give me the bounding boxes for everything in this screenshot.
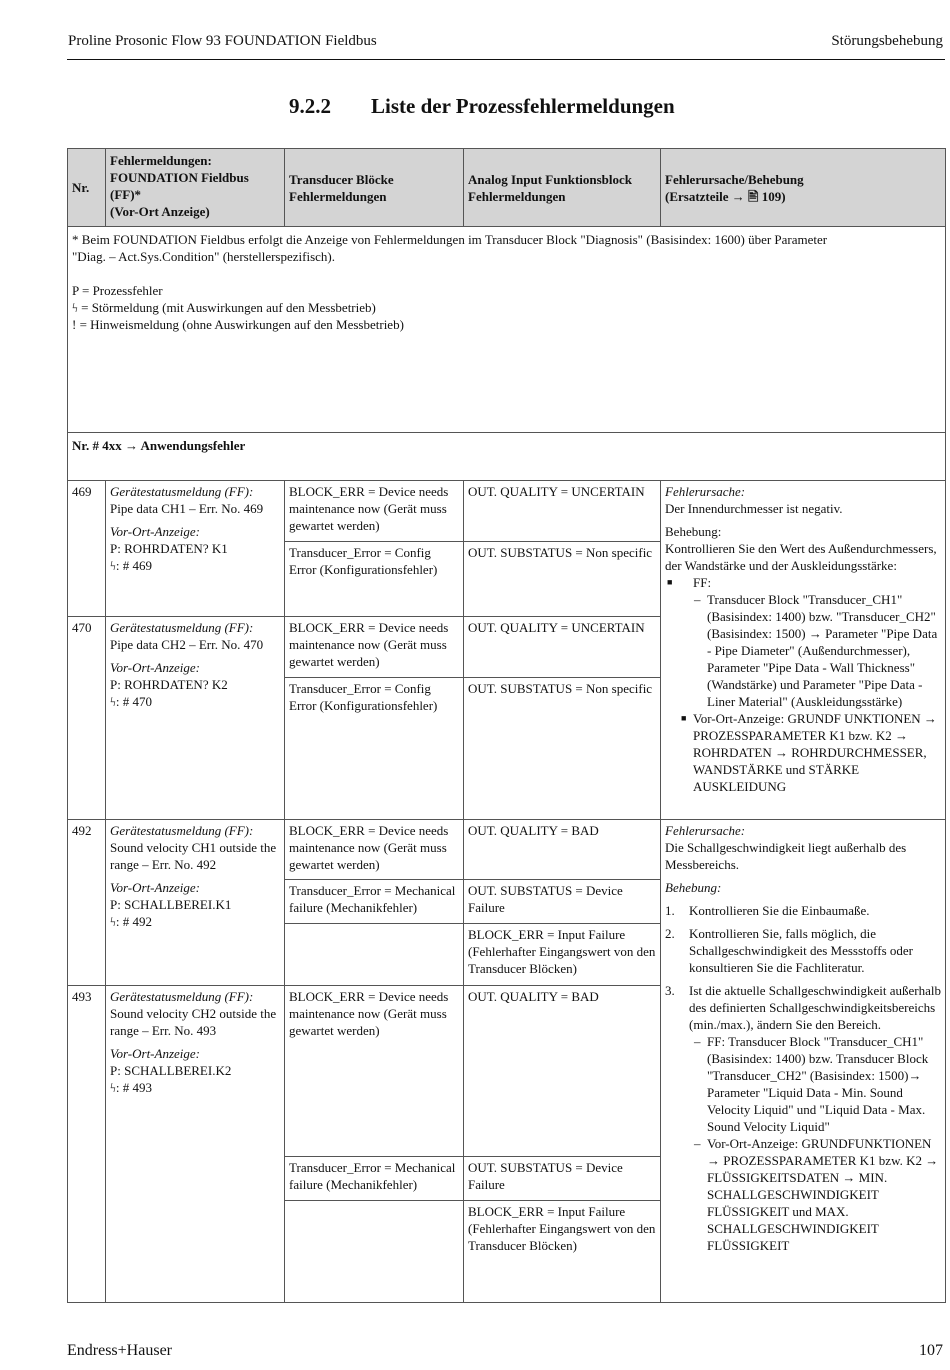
local-remedy-list <box>665 710 941 795</box>
analog-input-error: OUT. SUBSTATUS = Non specific <box>464 541 661 616</box>
step-text: Kontrollieren Sie die Einbaumaße. <box>689 902 870 918</box>
local-display-line1: P: ROHRDATEN? K2 <box>110 676 228 692</box>
step-text: Ist die aktuelle Schallgeschwindigkeit außerhalb des definierten Schallgeschwindigkeitsbereichs (min./max.), ändern Sie den Bereich. <box>689 982 941 1032</box>
ff-status-text: Pipe data CH1 – Err. No. 469 <box>110 500 264 516</box>
col-header-nr: Nr. <box>68 149 106 227</box>
transducer-block-error: BLOCK_ERR = Device needs maintenance now (Gerät muss gewartet werden) <box>285 480 464 541</box>
step-number: 1. <box>665 902 675 918</box>
step-text: Kontrollieren Sie, falls möglich, die Schallgeschwindigkeit des Messstoffs oder konsultieren Sie die Fachliteratur. <box>689 925 913 975</box>
transducer-block-error: Transducer_Error = Config Error (Konfigurationsfehler) <box>285 677 464 819</box>
transducer-block-error: BLOCK_ERR = Device needs maintenance now (Gerät muss gewartet werden) <box>285 616 464 677</box>
group-heading: Nr. # 4xx → Anwendungsfehler <box>68 433 946 480</box>
analog-input-error: OUT. QUALITY = BAD <box>464 985 661 1156</box>
local-display-line1: P: ROHRDATEN? K1 <box>110 540 228 556</box>
transducer-block-error: Transducer_Error = Mechanical failure (Mechanikfehler) <box>285 879 464 923</box>
local-display-line2: ϟ: # 493 <box>110 1079 152 1095</box>
col-header-ff-line4: (Vor-Ort Anzeige) <box>110 204 210 219</box>
error-number: 469 <box>68 480 106 616</box>
list-item <box>693 574 941 710</box>
local-display-line1: P: SCHALLBEREI.K1 <box>110 896 232 912</box>
error-number: 493 <box>68 985 106 1302</box>
local-display-label: Vor-Ort-Anzeige: <box>110 523 200 539</box>
step3-ff-detail: – FF: Transducer Block "Transducer_CH1" (Basisindex: 1400) bzw. Transducer Block "Transducer_CH2" (Basisindex: 1500)→ Parameter "Liquid Data - Min. Sound Velocity Liquid" und "Liquid Data - Max. Sound Velocity Liquid" <box>707 1033 941 1135</box>
cause-remedy-cell <box>661 480 946 819</box>
col-header-cause <box>661 149 946 227</box>
transducer-block-error: Transducer_Error = Mechanical failure (Mechanikfehler) <box>285 1156 464 1200</box>
list-item <box>665 982 941 1033</box>
header-chapter: Störungsbehebung <box>831 33 943 49</box>
footnote-line2: "Diag. – Act.Sys.Condition" (herstellerspezifisch). <box>72 249 335 264</box>
cause-label: Fehlerursache: <box>665 483 746 499</box>
ff-status-text: Pipe data CH2 – Err. No. 470 <box>110 636 264 652</box>
local-display-line1: P: SCHALLBEREI.K2 <box>110 1062 232 1078</box>
col-header-tb-line1: Transducer Blöcke <box>289 171 394 187</box>
page-number: 107 <box>919 1342 943 1359</box>
section-number: 9.2.2 <box>289 94 331 118</box>
cause-remedy-cell <box>661 819 946 1302</box>
col-header-analog-input <box>464 149 661 227</box>
local-display-label: Vor-Ort-Anzeige: <box>110 1045 200 1061</box>
local-display-label: Vor-Ort-Anzeige: <box>110 879 200 895</box>
local-display-line2: ϟ: # 492 <box>110 913 152 929</box>
ff-remedy-label: FF: <box>693 574 712 590</box>
analog-input-error: OUT. SUBSTATUS = Non specific <box>464 677 661 819</box>
ff-status-label: Gerätestatusmeldung (FF): <box>110 619 254 635</box>
footnote-line1: * Beim FOUNDATION Fieldbus erfolgt die Anzeige von Fehlermeldungen im Transducer Block "Diagnosis" (Basisindex: 1600) über Parameter <box>72 232 828 247</box>
col-header-transducer <box>285 149 464 227</box>
transducer-block-empty <box>285 1200 464 1302</box>
footer-brand: Endress+Hauser <box>67 1342 172 1359</box>
analog-input-error: OUT. QUALITY = BAD <box>464 819 661 879</box>
legend-process-error: P = Prozessfehler <box>72 283 163 298</box>
ff-message-cell <box>106 616 285 819</box>
ff-status-text: Sound velocity CH2 outside the range – Err. No. 493 <box>110 1005 277 1038</box>
transducer-block-error: Transducer_Error = Config Error (Konfigurationsfehler) <box>285 541 464 616</box>
transducer-block-error: BLOCK_ERR = Device needs maintenance now (Gerät muss gewartet werden) <box>285 819 464 879</box>
ff-status-label: Gerätestatusmeldung (FF): <box>110 822 254 838</box>
step-number: 2. <box>665 925 675 941</box>
table-header-row <box>68 149 946 227</box>
error-number: 470 <box>68 616 106 819</box>
analog-input-error: BLOCK_ERR = Input Failure (Fehlerhafter Eingangswert von den Transducer Blöcken) <box>464 923 661 985</box>
section-title: Liste der Prozessfehlermeldungen <box>371 94 675 118</box>
remedy-text: Kontrollieren Sie den Wert des Außendurchmessers, der Wandstärke und der Auskleidungsstärke: <box>665 540 937 573</box>
col-header-ai-line2: Fehlermeldungen <box>468 188 566 204</box>
remedy-label: Behebung: <box>665 523 722 539</box>
note-row <box>68 227 946 433</box>
transducer-block-empty <box>285 923 464 985</box>
ff-message-cell <box>106 985 285 1302</box>
list-item <box>665 902 941 919</box>
analog-input-error: OUT. SUBSTATUS = Device Failure <box>464 1156 661 1200</box>
cause-text: Der Innendurchmesser ist negativ. <box>665 500 843 516</box>
section-heading <box>289 94 675 118</box>
remedy-steps <box>665 902 941 1033</box>
col-header-cause-line1: Fehlerursache/Behebung <box>665 171 804 187</box>
ff-message-cell <box>106 480 285 616</box>
cause-text: Die Schallgeschwindigkeit liegt außerhalb des Messbereichs. <box>665 839 907 872</box>
table-row <box>68 819 946 879</box>
ff-status-label: Gerätestatusmeldung (FF): <box>110 988 254 1004</box>
col-header-ff-line2: FOUNDATION Fieldbus <box>110 170 249 185</box>
ff-remedy-sublist <box>693 591 941 710</box>
step3-sublist <box>665 1033 941 1254</box>
footnote-cell <box>68 227 946 433</box>
header-title: Proline Prosonic Flow 93 FOUNDATION Fieldbus <box>68 33 377 49</box>
col-header-cause-line2: (Ersatzteile → 🖹 109) <box>665 188 786 204</box>
analog-input-error: BLOCK_ERR = Input Failure (Fehlerhafter Eingangswert von den Transducer Blöcken) <box>464 1200 661 1302</box>
ff-message-cell <box>106 819 285 985</box>
table-row <box>68 480 946 541</box>
local-remedy-detail: ■ Vor-Ort-Anzeige: GRUNDF UNKTIONEN → PROZESSPARAMETER K1 bzw. K2 → ROHRDATEN → ROHRDURCHMESSER, WANDSTÄRKE und STÄRKE AUSKLEIDUNG <box>693 710 941 795</box>
col-header-tb-line2: Fehlermeldungen <box>289 188 387 204</box>
local-display-label: Vor-Ort-Anzeige: <box>110 659 200 675</box>
error-number: 492 <box>68 819 106 985</box>
ff-status-text: Sound velocity CH1 outside the range – Err. No. 492 <box>110 839 277 872</box>
list-item <box>665 925 941 976</box>
header-rule <box>67 59 945 60</box>
col-header-ff <box>106 149 285 227</box>
analog-input-error: OUT. QUALITY = UNCERTAIN <box>464 616 661 677</box>
cause-label: Fehlerursache: <box>665 822 746 838</box>
col-header-ff-line1: Fehlermeldungen: <box>110 153 212 168</box>
group-heading-row <box>68 433 946 480</box>
legend-fault-message: ϟ = Störmeldung (mit Auswirkungen auf den Messbetrieb) <box>72 300 376 315</box>
legend-notice-message: ! = Hinweismeldung (ohne Auswirkungen auf den Messbetrieb) <box>72 317 404 332</box>
step-number: 3. <box>665 982 675 998</box>
ff-remedy-detail: – Transducer Block "Transducer_CH1" (Basisindex: 1400) bzw. "Transducer_CH2" (Basisindex: 1500) → Parameter "Pipe Data - Pipe Diameter" (Außendurchmesser), Parameter "Pipe Data - Wall Thickness" (Wandstärke) und Parameter "Pipe Data - Liner Material" (Auskleidungsstärke) <box>707 591 941 710</box>
remedy-list <box>665 574 941 710</box>
analog-input-error: OUT. SUBSTATUS = Device Failure <box>464 879 661 923</box>
transducer-block-error: BLOCK_ERR = Device needs maintenance now (Gerät muss gewartet werden) <box>285 985 464 1156</box>
analog-input-error: OUT. QUALITY = UNCERTAIN <box>464 480 661 541</box>
remedy-label: Behebung: <box>665 879 722 895</box>
process-error-table <box>67 148 946 1303</box>
local-display-line2: ϟ: # 470 <box>110 693 152 709</box>
col-header-ai-line1: Analog Input Funktionsblock <box>468 171 633 187</box>
local-display-line2: ϟ: # 469 <box>110 557 152 573</box>
ff-status-label: Gerätestatusmeldung (FF): <box>110 483 254 499</box>
step3-local-detail: – Vor-Ort-Anzeige: GRUNDFUNKTIONEN → PROZESSPARAMETER K1 bzw. K2 → FLÜSSIGKEITSDATEN → MIN. SCHALLGESCHWINDIGKEIT FLÜSSIGKEIT und MAX. SCHALLGESCHWINDIGKEIT FLÜSSIGKEIT <box>707 1135 941 1254</box>
col-header-ff-line3: (FF)* <box>110 187 142 202</box>
